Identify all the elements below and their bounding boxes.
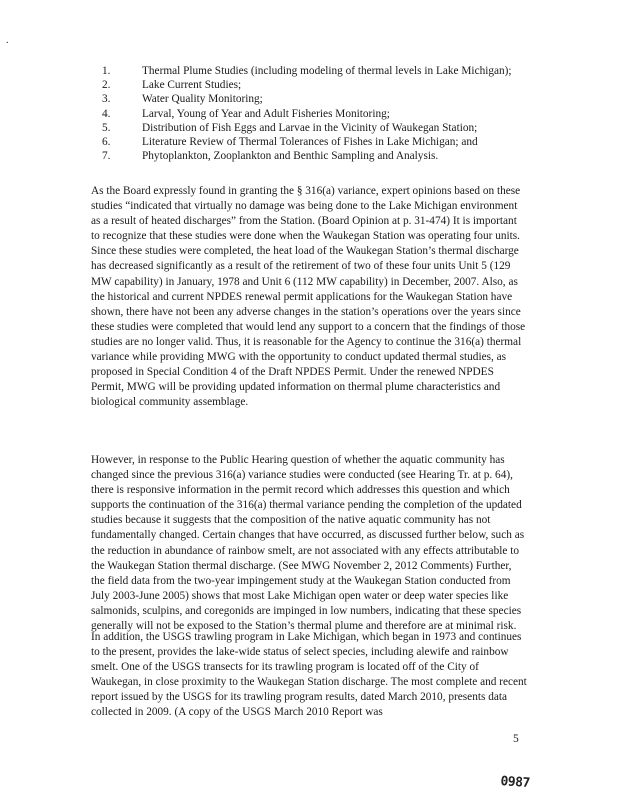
- list-item: [102, 121, 602, 135]
- list-item-text: Thermal Plume Studies (including modeling of thermal levels in Lake Michigan);: [142, 65, 512, 77]
- margin-mark: .: [6, 35, 9, 46]
- list-item-number: 7.: [102, 150, 111, 163]
- list-item-text: Distribution of Fish Eggs and Larvae in the Vicinity of Waukegan Station;: [142, 121, 478, 134]
- list-item-text: Lake Current Studies;: [142, 79, 242, 92]
- list-item-text: Phytoplankton, Zooplankton and Benthic Sampling and Analysis.: [142, 150, 439, 163]
- list-item-number: 4.: [102, 107, 111, 120]
- list-item-text: Larval, Young of Year and Adult Fisheries Monitoring;: [142, 107, 390, 120]
- body-paragraph-usgs-trawling: In addition, the USGS trawling program in Lake Michigan, which began in 1973 and continues to the present, provides the lake-wide status of select species, including alewife and rainbow smelt. One of the USGS transects for its trawling program is located off of the City of Waukegan, in close proximity to the Waukegan Station discharge. The most complete and recent report issued by the USGS for its trawling program results, dated March 2010, presents data collected in 2009. (A copy of the USGS March 2010 Report was: [91, 631, 527, 719]
- list-item: [102, 64, 602, 78]
- body-paragraph-board-opinion: As the Board expressly found in granting the § 316(a) variance, expert opinions based on these studies “indicated that virtually no damage was being done to the Lake Michigan environment as a result of heated discharges” from the Station. (Board Opinion at p. 31-474) It is important to recognize that these studies were done when the Waukegan Station was operating four units. Since these studies were completed, the heat load of the Waukegan Station’s thermal discharge has decreased significantly as a result of the retirement of two of these four units Unit 5 (129 MW capability) in January, 1978 and Unit 6 (112 MW capability) in December, 2007. Also, as the historical and current NPDES renewal permit applications for the Waukegan Station have shown, there have not been any adverse changes in the station’s operations over the years since these studies were completed that would lend any support to a concern that the findings of those studies are no longer valid. Thus, it is reasonable for the Agency to continue the 316(a) thermal variance while providing MWG with the opportunity to conduct updated thermal studies, as proposed in Special Condition 4 of the Draft NPDES Permit. Under the renewed NPDES Permit, MWG will be providing updated information on thermal plume characteristics and biological community assemblage.: [91, 185, 526, 409]
- list-item-number: 5.: [102, 121, 111, 134]
- list-item-text: Water Quality Monitoring;: [142, 93, 263, 106]
- list-item-number: 6.: [102, 136, 111, 149]
- page-number: 5: [513, 733, 519, 745]
- list-item: [102, 78, 602, 92]
- studies-list: [102, 64, 602, 163]
- list-item-number: 2.: [102, 79, 111, 92]
- list-item-number: 3.: [102, 93, 111, 106]
- list-item-text: Literature Review of Thermal Tolerances of Fishes in Lake Michigan; and: [142, 136, 478, 149]
- list-item-number: 1.: [102, 65, 111, 77]
- bates-stamp: 0987: [499, 774, 531, 792]
- list-item: [102, 107, 602, 121]
- list-item: [102, 135, 602, 149]
- list-item: [102, 92, 602, 106]
- list-item: [102, 149, 602, 163]
- body-paragraph-public-hearing: However, in response to the Public Hearing question of whether the aquatic community has changed since the previous 316(a) variance studies were conducted (see Hearing Tr. at p. 64), there is responsive information in the permit record which addresses this question and which supports the continuation of the 316(a) thermal variance pending the completion of the updated studies because it suggests that the composition of the native aquatic community has not fundamentally changed. Certain changes that have occurred, as discussed further below, such as the reduction in abundance of rainbow smelt, are not associated with any effects attributable to the Waukegan Station thermal discharge. (See MWG November 2, 2012 Comments) Further, the field data from the two-year impingement study at the Waukegan Station conducted from July 2003-June 2005) shows that most Lake Michigan open water or deep water species like salmonids, sculpins, and coregonids are impinged in low numbers, indicating that these species generally will not be exposed to the Station’s thermal plume and therefore are at minimal risk.: [91, 454, 525, 633]
